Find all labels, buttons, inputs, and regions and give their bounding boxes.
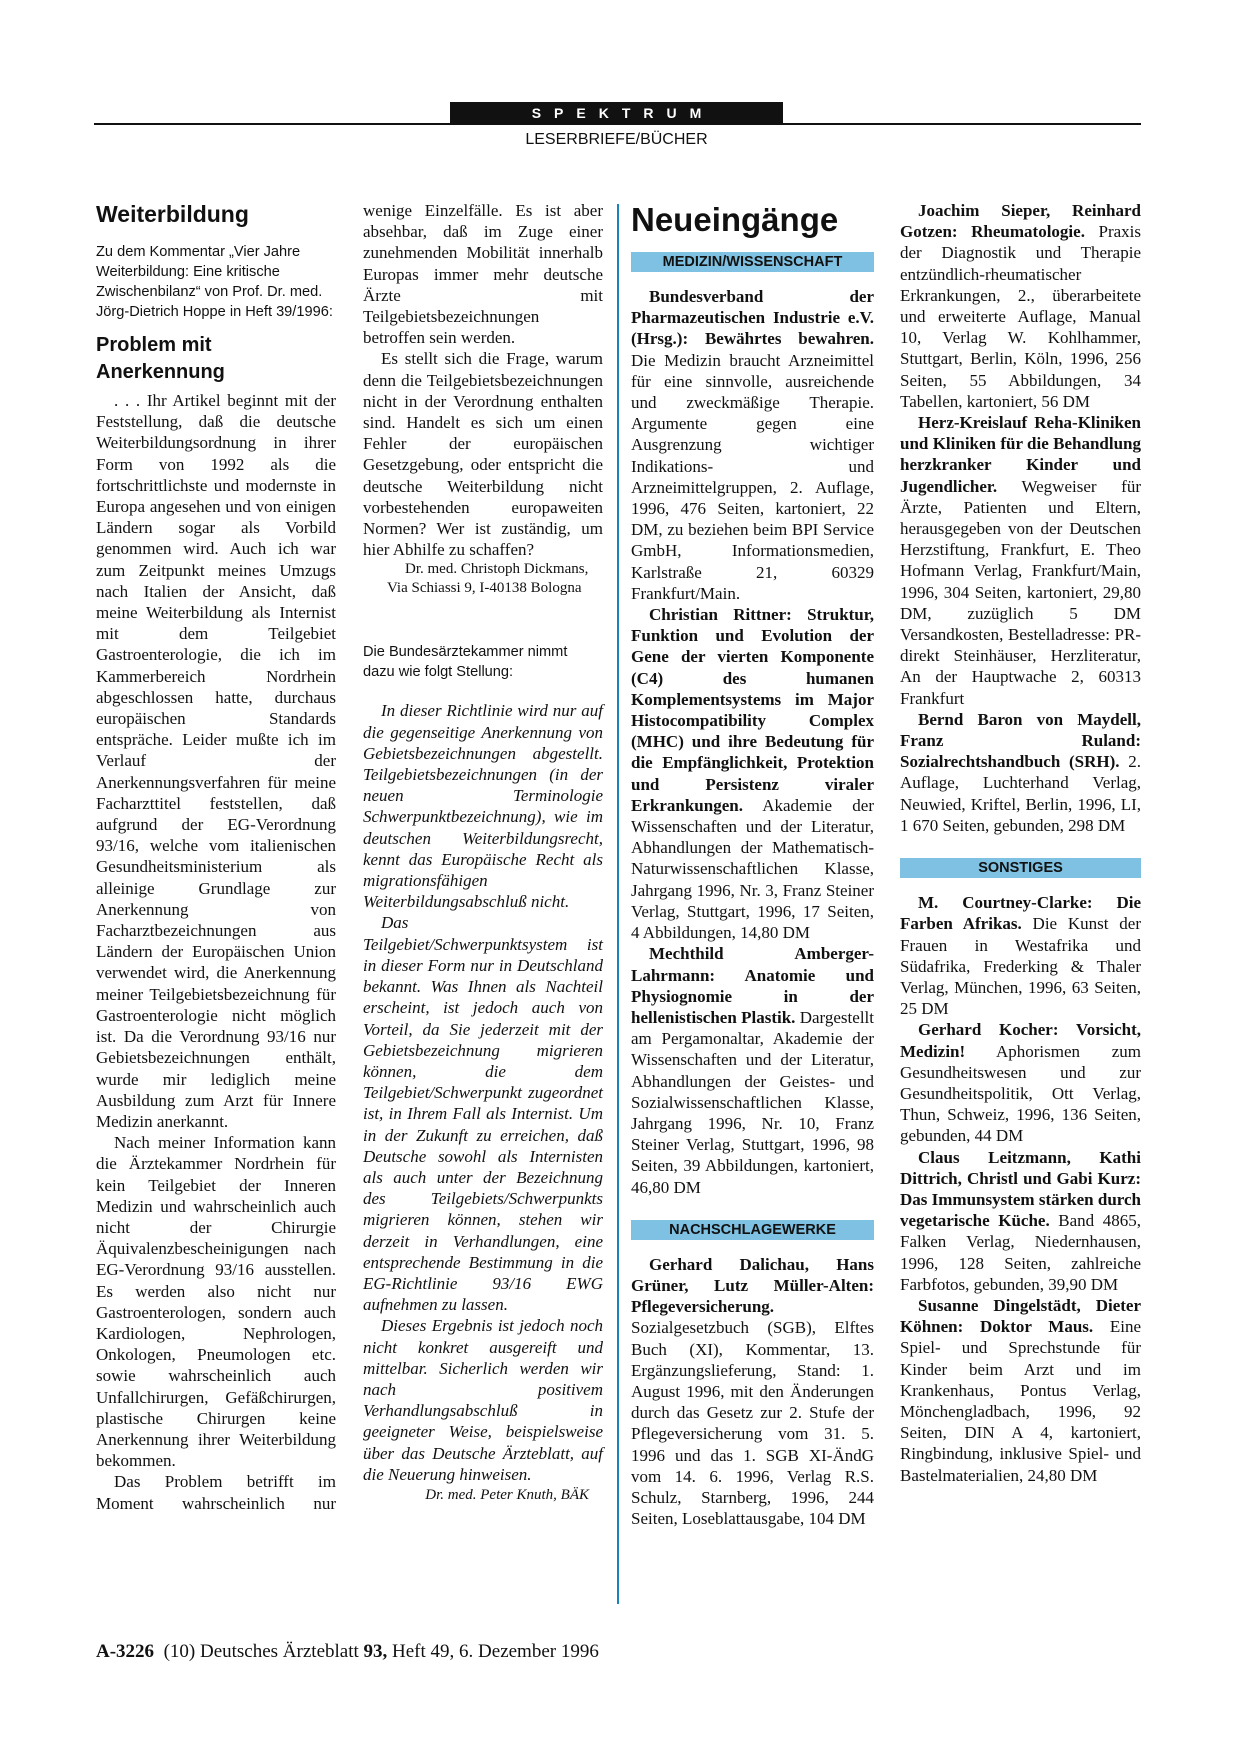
response-paragraph: In dieser Richtlinie wird nur auf die gegenseitige Anerkennung von Gebietsbezeichnungen abgestellt. Teilgebietsbezeichnungen (in der neuen Terminologie Schwerpunktbezeichnung), wie im deutschen Weiterbildungsrecht, kennt das Europäische Recht als migrationsfähigen Weiterbildungsabschluß nicht. (363, 701, 603, 912)
response-text (363, 700, 603, 1485)
letter-heading: Weiterbildung (96, 201, 249, 227)
response-paragraph: Das Teilgebiet/Schwerpunktsystem ist in dieser Form nur in Deutschland bekannt. Was Ihnen als Nachteil erscheint, ist jedoch auch von Vorteil, da Sie jederzeit mit der Gebietsbezeichnung migrieren können, die dem Teilgebiet/Schwerpunkt zugeordnet ist, in Ihrem Fall als Internist. Um in der Zukunft zu erreichen, daß Deutsche sowohl als Internisten als auch unter der Bezeichnung des Teilgebiets/Schwerpunkts migrieren können, stehen wir derzeit in Verhandlungen, eine entsprechende Bestimmung in die EG-Richtlinie 93/16 EWG aufnehmen zu lassen. (363, 913, 603, 1315)
letter-paragraph: Das Problem betrifft im Moment wahrscheinlich nur (96, 1472, 336, 1513)
book-entry: Herz-Kreislauf Reha-Kliniken und Kliniken für die Behandlung herzkranker Kinder und Jugendlicher. Wegweiser für Ärzte, Patienten und Eltern, herausgegeben von der Deutschen Herzstiftung, Frankfurt, E. Theo Hofmann Verlag, Frankfurt/Main, 1996, 304 Seiten, kartoniert, 29,80 DM, zuzüglich 5 DM Versandkosten, Bestelladresse: PR-direkt Steinhäuser, Herzliteratur, An der Hauptwache 2, 60313 Frankfurt (900, 413, 1141, 708)
category-nachschlagewerke: NACHSCHLAGEWERKE (631, 1220, 874, 1240)
section-banner: SPEKTRUM (450, 102, 783, 124)
book-entry: Christian Rittner: Struktur, Funktion und Evolution der Gene der vierten Komponente (C4) des humanen Komplementsystems im Major Histocompatibility Complex (MHC) und ihre Bedeutung für die Empfänglichkeit, Protektion und Persistenz viraler Erkrankungen. Akademie der Wissenschaften und der Literatur, Abhandlungen der Mathematisch-Naturwissenschaftlichen Klasse, Jahrgang 1996, Nr. 3, Franz Steiner Verlag, Stuttgart, 1996, 17 Seiten, 4 Abbildungen, 14,80 DM (631, 605, 874, 943)
letter-column-1 (96, 200, 336, 1513)
book-entry: Joachim Sieper, Reinhard Gotzen: Rheumatologie. Praxis der Diagnostik und Therapie entzündlich-rheumatischer Erkrankungen, 2., überarbeitete und erweiterte Auflage, Manual 10, Verlag W. Kohlhammer, Stuttgart, Berlin, Köln, 1996, 256 Seiten, 55 Abbildungen, 34 Tabellen, kartoniert, 56 DM (900, 201, 1142, 411)
statement-intro: Die Bundesärztekammer nimmt dazu wie folgt Stellung: (363, 644, 568, 681)
response-paragraph: Dieses Ergebnis ist jedoch noch nicht konkret ausgereift und mittelbar. Sicherlich werden wir nach positivem Verhandlungsabschluß in geeigneter Weise, beispielsweise über das Deutsche Ärzteblatt, auf die Neuerung hinweisen. (363, 1316, 603, 1484)
book-entry: Bundesverband der Pharmazeutischen Industrie e.V. (Hrsg.): Bewährtes bewahren. Die Medizin braucht Arzneimittel für eine sinnvolle, ausreichende und zweckmäßige Therapie. Argumente gegen eine Ausgrenzung wichtiger Indikations- und Arzneimittelgruppen, 2. Auflage, 1996, 476 Seiten, kartoniert, 22 DM, zu beziehen beim BPI Service GmbH, Informationsmedien, Karlstraße 21, 60329 Frankfurt/Main. (631, 287, 874, 603)
books-column-1 (631, 200, 874, 1529)
column-divider (617, 204, 619, 1604)
book-entry: M. Courtney-Clarke: Die Farben Afrikas. Die Kunst der Frauen in Westafrika und Südafrika, Frederking & Thaler Verlag, München, 1996, 63 Seiten, 25 DM (900, 893, 1141, 1019)
letter-intro: Zu dem Kommentar „Vier Jahre Weiterbildung: Eine kritische Zwischenbilanz“ von Prof. Dr. med. Jörg-Dietrich Hoppe in Heft 39/1996: (96, 244, 333, 320)
response-signature: Dr. med. Peter Knuth, BÄK (425, 1486, 589, 1503)
book-entry: Mechthild Amberger-Lahrmann: Anatomie und Physiognomie in der hellenistischen Plastik. Dargestellt am Pergamonaltar, Akademie der Wissenschaften und der Literatur, Abhandlungen der Geistes- und Sozialwissenschaftlichen Klasse, Jahrgang 1996, Nr. 10, Franz Steiner Verlag, Stuttgart, 1996, 98 Seiten, 39 Abbildungen, kartoniert, 46,80 DM (631, 944, 874, 1197)
letter-column-2 (363, 200, 603, 1505)
books-heading: Neueingänge (631, 201, 839, 238)
book-entry: Claus Leitzmann, Kathi Dittrich, Christl und Gabi Kurz: Das Immunsystem stärken durch vegetarische Küche. Band 4865, Falken Verlag, Niedernhausen, 1996, 128 Seiten, zahlreiche Farbfotos, gebunden, 39,90 DM (900, 1147, 1142, 1294)
letter-paragraph: Es stellt sich die Frage, warum denn die Teilgebietsbezeichnungen nicht in der Verordnung enthalten sind. Handelt es sich um einen Fehler der europäischen Gesetzgebung, oder entspricht die deutsche Weiterbildung nicht vorbestehenden europaweiten Normen? Wer ist zuständig, um hier Abhilfe zu schaffen? (363, 349, 603, 560)
category-sonstiges: SONSTIGES (900, 858, 1141, 878)
letter-title: Problem mit Anerkennung (96, 334, 225, 383)
page-number: A-3226 (96, 1641, 155, 1662)
book-entry: Bernd Baron von Maydell, Franz Ruland: Sozialrechtshandbuch (SRH). 2. Auflage, Luchterhand Verlag, Neuwied, Kriftel, Berlin, 1996, LI, 1 670 Seiten, gebunden, 298 DM (900, 709, 1141, 835)
header-rule (94, 123, 1141, 125)
letter-paragraph: . . . Ihr Artikel beginnt mit der Feststellung, daß die deutsche Weiterbildungsordnung in ihrer Form von 1992 als die fortschrittlichste und modernste in Europa angesehen und von einigen Ländern sogar als Vorbild genommen wird. Auch ich war zum Zeitpunkt meines Umzugs nach Italien der Ansicht, daß meine Weiterbildung als Internist mit dem Teilgebiet Gastroenterologie, die ich im Kammerbereich Nordrhein abgeschlossen hatte, durchaus europäischen Standards entspräche. Leider mußte ich im Verlauf der Anerkennungsverfahren für meine Facharzttitel feststellen, daß aufgrund der EG-Verordnung 93/16, welche vom italienischen Gesundheitsministerium als alleinige Grundlage zur Anerkennung von Facharztbezeichnungen aus Ländern der Europäischen Union verwendet wird, die Anerkennung meiner Teilgebietsbezeichnung für Gastroenterologie nicht möglich ist. Da die Verordnung 93/16 nur Gebietsbezeichnungen enthält, wurde mir lediglich meine Ausbildung zum Arzt für Innere Medizin anerkannt. (96, 391, 336, 1131)
page-footer: A-3226 (10) Deutsches Ärzteblatt 93, Heft 49, 6. Dezember 1996 (96, 1641, 599, 1662)
book-entry: Gerhard Kocher: Vorsicht, Medizin! Aphorismen zum Gesundheitswesen und zur Gesundheitspolitik, Ott Verlag, Thun, Schweiz, 1996, 136 Seiten, gebunden, 44 DM (900, 1020, 1141, 1146)
book-entry: Susanne Dingelstädt, Dieter Köhnen: Doktor Maus. Eine Spiel- und Sprechstunde für Kinder beim Arzt und im Krankenhaus, Pontus Verlag, Mönchengladbach, 1996, 92 Seiten, DIN A 4, kartoniert, Ringbindung, inklusive Spiel- und Bastelmaterialien, 24,80 DM (900, 1295, 1141, 1485)
section-subtitle: LESERBRIEFE/BÜCHER (525, 131, 708, 148)
books-column-2 (900, 200, 1141, 1486)
letter-paragraph-continued: wenige Einzelfälle. Es ist aber absehbar, daß im Zuge einer zunehmenden Mobilität innerhalb Europas immer mehr deutsche Ärzte mit Teilgebietsbezeichnungen betroffen sein werden. (363, 201, 603, 348)
category-medizin: MEDIZIN/WISSENSCHAFT (631, 252, 874, 272)
book-entry: Gerhard Dalichau, Hans Grüner, Lutz Müller-Alten: Pflegeversicherung. Sozialgesetzbuch (SGB), Elftes Buch (XI), Kommentar, 13. Ergänzungslieferung, Stand: 1. August 1996, mit den Änderungen durch das Gesetz zur 2. Stufe der Pflegeversicherung vom 31. 5. 1996 und das 1. SGB XI-ÄndG vom 14. 6. 1996, Verlag R.S. Schulz, Starnberg, 1996, 244 Seiten, Loseblattausgabe, 104 DM (631, 1254, 874, 1529)
letter-signature: Dr. med. Christoph Dickmans, Via Schiassi 9, I-40138 Bologna (387, 561, 589, 597)
letter-paragraph: Nach meiner Information kann die Ärztekammer Nordrhein für kein Teilgebiet der Inneren Medizin und wahrscheinlich auch nicht der Chirurgie Äquivalenzbescheinigungen nach EG-Verordnung 93/16 ausstellen. Es werden also nicht nur Gastroenterologen, sondern auch Kardiologen, Nephrologen, Onkologen, Pneumologen etc. sowie wahrscheinlich auch Unfallchirurgen, Gefäßchirurgen, plastische Chirurgen keine Anerkennung ihrer Weiterbildung bekommen. (96, 1133, 336, 1471)
